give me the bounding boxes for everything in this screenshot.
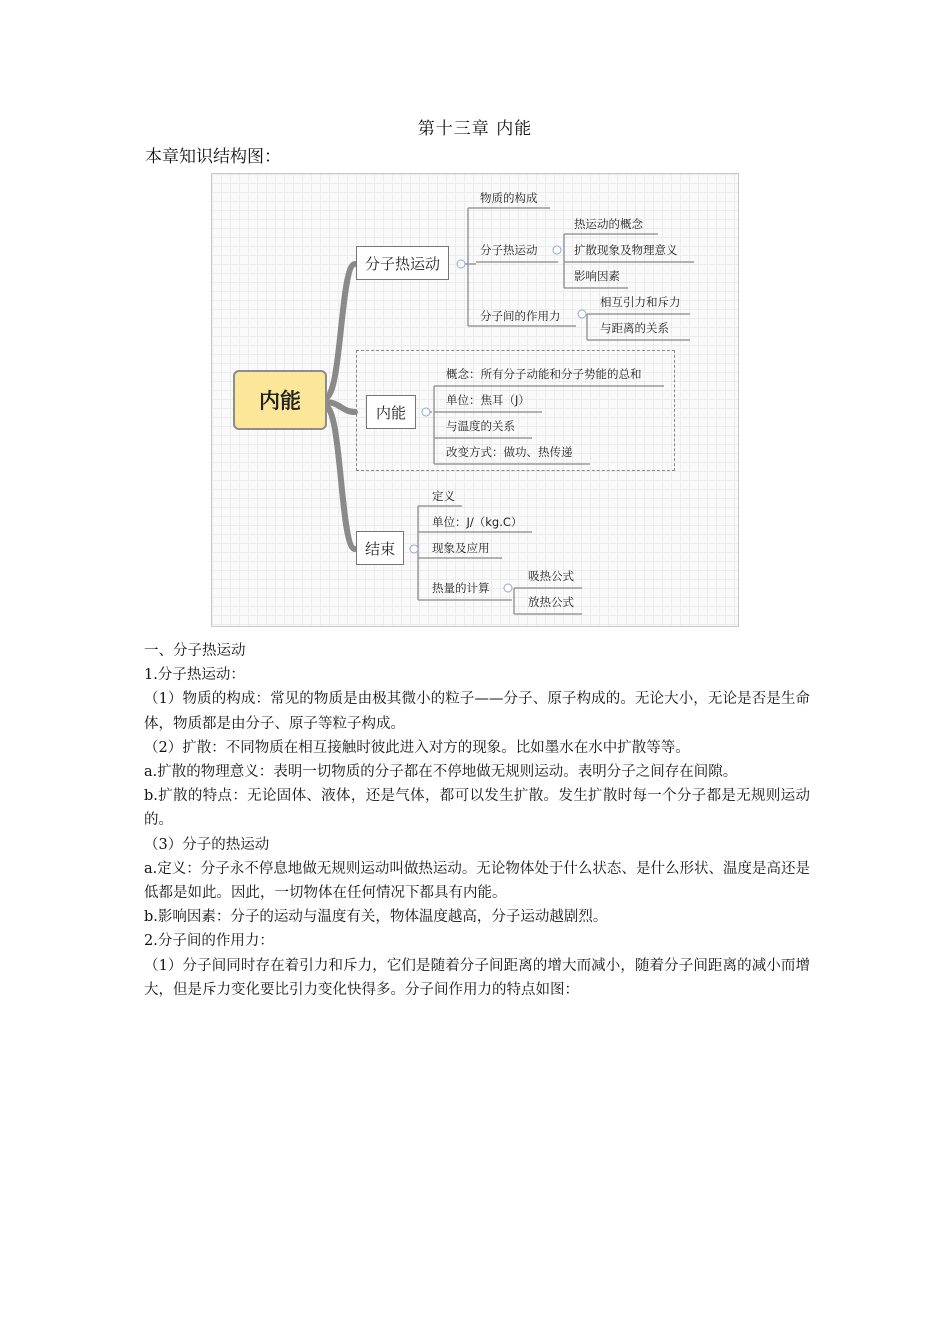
leaf-absorb-formula: 吸热公式 <box>528 569 574 583</box>
branch-molecular-motion: 分子热运动 <box>356 246 449 280</box>
paragraph: （1）分子间同时存在着引力和斥力，它们是随着分子间距离的增大而减小，随着分子间距离的减小而增大，但是斥力变化要比引力变化快得多。分子间作用力的特点如图： <box>144 957 810 998</box>
leaf-factors: 影响因素 <box>574 269 620 283</box>
paragraph: （1）物质的构成：常见的物质是由极其微小的粒子——分子、原子构成的。无论大小，无论是否是生命体，物质都是由分子、原子等粒子构成。 <box>144 691 810 732</box>
leaf-distance-relation: 与距离的关系 <box>600 321 669 335</box>
subsection-heading: 2.分子间的作用力： <box>144 933 274 950</box>
leaf-definition: 定义 <box>432 489 455 503</box>
leaf-heat-calc: 热量的计算 <box>432 581 490 595</box>
leaf-ie-change: 改变方式：做功、热传递 <box>446 445 573 459</box>
branch-internal-energy: 内能 <box>366 395 416 429</box>
section-heading: 一、分子热运动 <box>144 643 246 659</box>
paragraph: b.影响因素：分子的运动与温度有关，物体温度越高，分子运动越剧烈。 <box>144 909 608 926</box>
leaf-diffusion: 扩散现象及物理意义 <box>574 243 678 257</box>
leaf-phenomena: 现象及应用 <box>432 541 490 555</box>
paragraph: a.扩散的物理意义：表明一切物质的分子都在不停地做无规则运动。表明分子之间存在间隙。 <box>144 764 738 781</box>
leaf-ie-temperature: 与温度的关系 <box>446 419 515 433</box>
page-title: 第十三章 内能 <box>417 119 533 139</box>
leaf-intermolecular-force: 分子间的作用力 <box>480 309 561 323</box>
leaf-ie-concept: 概念：所有分子动能和分子势能的总和 <box>446 367 642 381</box>
leaf-ie-unit: 单位：焦耳（J） <box>446 393 530 407</box>
leaf-composition: 物质的构成 <box>480 191 538 205</box>
subsection-heading: 1.分子热运动： <box>144 667 245 684</box>
branch-end: 结束 <box>356 531 404 565</box>
mindmap <box>211 173 739 627</box>
paragraph: （2）扩散：不同物质在相互接触时彼此进入对方的现象。比如墨水在水中扩散等等。 <box>144 739 690 756</box>
section-subtitle: 本章知识结构图： <box>145 147 281 167</box>
leaf-thermal-concept: 热运动的概念 <box>574 217 643 231</box>
paragraph: b.扩散的特点：无论固体、液体，还是气体，都可以发生扩散。发生扩散时每一个分子都是无规则运动的。 <box>144 788 810 829</box>
mindmap-root: 内能 <box>233 370 327 430</box>
leaf-heat-unit: 单位：J/（kg.C） <box>432 515 523 529</box>
body-content <box>144 639 810 1002</box>
leaf-thermal-motion: 分子热运动 <box>480 243 538 257</box>
leaf-attraction-repulsion: 相互引力和斥力 <box>600 295 681 309</box>
paragraph: a.定义：分子永不停息地做无规则运动叫做热运动。无论物体处于什么状态、是什么形状、温度是高还是低都是如此。因此，一切物体在任何情况下都具有内能。 <box>144 860 810 902</box>
paragraph: （3）分子的热运动 <box>144 836 270 853</box>
leaf-release-formula: 放热公式 <box>528 595 574 609</box>
